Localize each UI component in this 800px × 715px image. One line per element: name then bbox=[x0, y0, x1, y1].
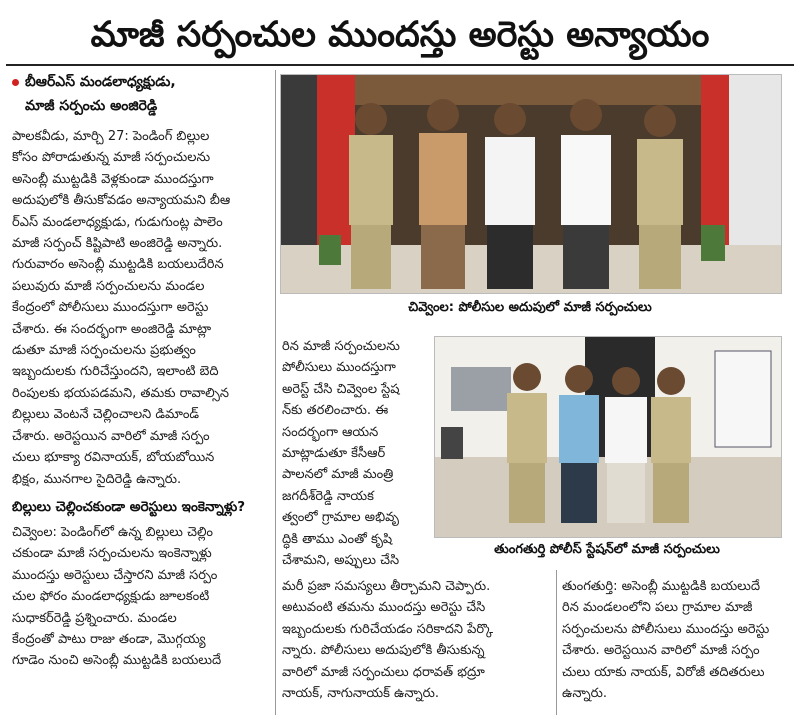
text-line: చేశారు. అరెస్టయిన వారిలో మాజీ సర్పం bbox=[12, 428, 210, 444]
middle-column-lower bbox=[282, 576, 552, 715]
story-2-body bbox=[12, 522, 270, 672]
right-column-lower bbox=[562, 576, 784, 715]
text-line: ఇబ్బందులకు గురిచేయడం సరికాదని పేర్కొ bbox=[282, 621, 494, 637]
text-line: ర్ఎస్ మండలాధ్యక్షుడు, గుడుగుంట్ల పాలెం bbox=[12, 214, 223, 230]
text-line: ఉన్నారు. bbox=[562, 686, 607, 702]
text-line: అటువంటి తమను ముందస్తు అరెస్టు చేసి bbox=[282, 600, 486, 616]
text-line: అరెస్ట్ చేసి చివ్వెంల స్టేష bbox=[282, 381, 400, 397]
text-line: సందర్భంగా ఆయన bbox=[282, 424, 379, 440]
text-line: జగదీశ్‌రెడ్డి నాయక bbox=[282, 488, 374, 504]
photo-2-caption: తుంగతుర్తి పోలీస్ స్టేషన్‌లో మాజీ సర్పంచులు bbox=[494, 542, 720, 557]
text-line: మాజీ సర్పంచ్ కిష్టిపాటి అంజిరెడ్డి అన్నారు. bbox=[12, 236, 223, 252]
text-line: మరీ ప్రజా సమస్యలు తీర్చామని చెప్పారు. bbox=[282, 579, 491, 594]
left-column bbox=[12, 70, 270, 715]
text-line: వారిలో మాజీ సర్పంచులు ధరావత్ భద్రూ bbox=[282, 664, 485, 680]
story-3-body bbox=[562, 576, 784, 704]
middle-column bbox=[282, 336, 432, 576]
text-line: త్వంలో గ్రామాల అభివృ bbox=[282, 510, 399, 526]
headline: మాజీ సర్పంచుల ముందస్తు అరెస్టు అన్యాయం bbox=[90, 15, 710, 55]
text-line: గురువారం అసెంబ్లీ ముట్టడికి బయలుదేరిన bbox=[12, 257, 224, 273]
text-line: న్నారు. పోలీసులు అదుపులోకి తీసుకున్న bbox=[282, 643, 485, 659]
text-line: సర్పంచులను పోలీసులు ముందస్తు అరెస్టు bbox=[562, 621, 770, 637]
text-line: కోసం పోరాడుతున్న మాజీ సర్పంచులను bbox=[12, 150, 211, 166]
bullet-icon bbox=[12, 79, 19, 86]
text-line: చివ్వెంల: పెండింగ్‌లో ఉన్న బిల్లులు చెల్లిం bbox=[12, 524, 213, 540]
deck-line-1: బీఆర్ఎస్ మండలాధ్యక్షుడు, bbox=[12, 70, 270, 94]
text-line: రిన మండలంలోని పలు గ్రామాల మాజీ bbox=[562, 600, 753, 616]
police-group-photo bbox=[281, 75, 781, 293]
text-line: చేశారు. ఈ సందర్భంగా అంజిరెడ్డి మాట్లా bbox=[12, 321, 212, 337]
police-station-photo bbox=[435, 337, 781, 537]
text-line: ముందస్తు అరెస్టులు చేస్తారని మాజీ సర్పం bbox=[12, 567, 218, 583]
deck-line-2: మాజీ సర్పంచు అంజిరెడ్డి bbox=[25, 98, 158, 114]
text-line: చేశామని, అప్పులు చేసి bbox=[282, 553, 400, 569]
story-2-subhead: బిల్లులు చెల్లించకుండా అరెస్టులు ఇంకెన్నాళ్లు? bbox=[12, 498, 246, 515]
text-line: చుల ఫోరం మండలాధ్యక్షుడు జూలకంటి bbox=[12, 589, 210, 605]
text-line: ద్ధికి తాము ఎంతో కృషి bbox=[282, 531, 393, 547]
text-line: సుధాకర్‌రెడ్డి ప్రశ్నించారు. మండల bbox=[12, 610, 177, 626]
photo-1-caption: చివ్వెంల: పోలీసుల అదుపులో మాజీ సర్పంచులు bbox=[408, 300, 652, 315]
text-line: న్‌కు తరలించారు. ఈ bbox=[282, 403, 389, 419]
text-line: పాలనలో మాజీ మంత్రి bbox=[282, 467, 394, 483]
text-line: రిన మాజీ సర్పంచులను bbox=[282, 339, 400, 354]
text-line: కేంద్రంతో పాటు రాజు తండా, మొగ్గయ్య bbox=[12, 631, 206, 647]
text-line: మాట్లాడుతూ కేసీఆర్ bbox=[282, 446, 386, 462]
column-divider-2 bbox=[556, 570, 557, 715]
text-line: డుతూ మాజీ సర్పంచులను ప్రభుత్వం bbox=[12, 343, 196, 359]
text-line: తుంగతుర్తి: అసెంబ్లీ ముట్టడికి బయలుదే bbox=[562, 579, 761, 594]
photo-tungaturthi-station bbox=[434, 336, 782, 538]
text-line: ఇబ్బందులకు గురిచేస్తుందని, ఇలాంటి బెది bbox=[12, 364, 219, 380]
text-line: నాయక్, నాగునాయక్ ఉన్నారు. bbox=[282, 686, 439, 702]
photo-chivvemla-police bbox=[280, 74, 782, 294]
column-divider bbox=[275, 70, 276, 715]
text-line: భిక్షం, మునగాల సైదిరెడ్డి ఉన్నారు. bbox=[12, 471, 182, 487]
story-1-body bbox=[12, 126, 270, 490]
text-line: బిల్లులు వెంటనే చెల్లించాలని డిమాండ్ bbox=[12, 407, 200, 423]
text-line: పోలీసులు ముందస్తుగా bbox=[282, 360, 396, 376]
text-line: పలువురు మాజీ సర్పంచులను మండల bbox=[12, 278, 205, 294]
text-line: అదుపులోకి తీసుకోవడం అన్యాయమని బీఆ bbox=[12, 193, 231, 209]
story-2-continued-lower bbox=[282, 576, 552, 704]
text-line: చేశారు. అరెస్టయిన వారిలో మాజీ సర్పం bbox=[562, 643, 760, 659]
text-line: పాలకవీడు, మార్చి 27: పెండింగ్ బిల్లుల bbox=[12, 129, 210, 144]
text-line: చులు భూక్యా రవినాయక్, బోయబోయిన bbox=[12, 450, 215, 466]
text-line: అసెంబ్లీ ముట్టడికి వెళ్లకుండా ముందస్తుగా bbox=[12, 171, 214, 187]
text-line: రింపులకు భయపడమని, తమకు రావాల్సిన bbox=[12, 385, 230, 401]
story-2-continued bbox=[282, 336, 432, 571]
text-line: కేంద్రంలో పోలీసులు ముందస్తుగా అరెస్టు bbox=[12, 300, 209, 316]
headline-rule bbox=[6, 64, 794, 66]
text-line: గూడెం నుంచి అసెంబ్లీ ముట్టడికి బయలుదే bbox=[12, 653, 222, 669]
text-line: చకుండా మాజీ సర్పంచులను ఇంకెన్నాళ్లు bbox=[12, 546, 212, 562]
text-line: చులు యాకు నాయక్, విరోజీ తదితరులు bbox=[562, 664, 765, 680]
